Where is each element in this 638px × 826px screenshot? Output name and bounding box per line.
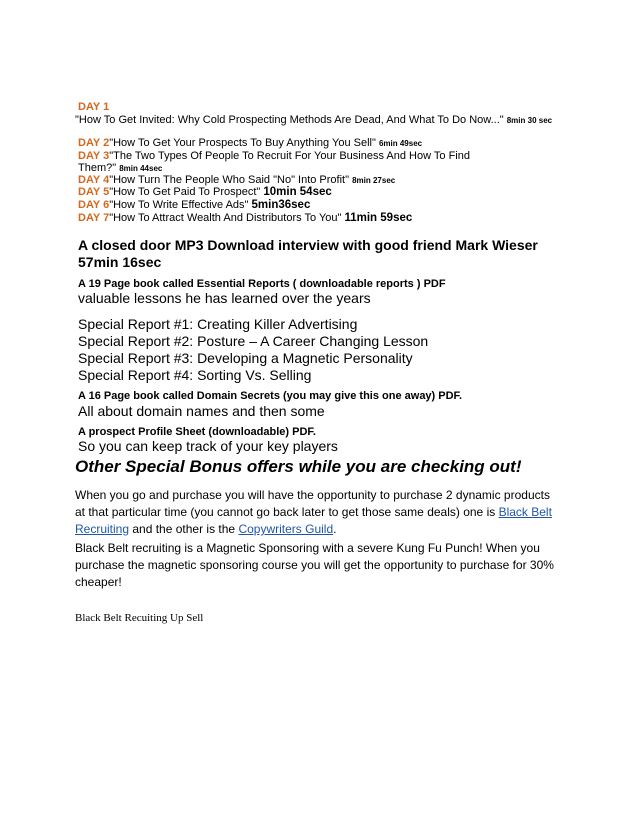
bonus-p1-text-a: When you go and purchase you will have the opportunity to purchase 2 dynamic products at that particular time (you cannot go back later to get those same deals) one is — [75, 488, 550, 519]
day2-title: "How To Get Your Prospects To Buy Anything You Sell" — [109, 137, 376, 149]
day2-line — [78, 137, 422, 149]
day2-duration: 6min 49sec — [378, 139, 423, 148]
day3-title-cont: Them?" — [78, 162, 117, 174]
interview-duration: 57min 16sec — [78, 254, 162, 270]
footer-caption: Black Belt Recuiting Up Sell — [75, 612, 204, 624]
essential-sub: valuable lessons he has learned over the years — [78, 290, 371, 306]
day1-label: DAY 1 — [78, 101, 110, 113]
day3-line — [78, 150, 470, 162]
day1-duration: 8min 30 sec — [506, 116, 553, 125]
day2-label: DAY 2 — [78, 137, 110, 149]
special-report-4: Special Report #4: Sorting Vs. Selling — [78, 367, 312, 383]
day4-duration: 8min 27sec — [352, 176, 396, 185]
day4-title: "How Turn The People Who Said "No" Into Profit" — [109, 174, 350, 186]
special-report-2: Special Report #2: Posture – A Career Changing Lesson — [78, 333, 429, 349]
profile-heading: A prospect Profile Sheet (downloadable) PDF. — [78, 426, 316, 438]
day1-line — [75, 114, 552, 126]
bonus-paragraph-2: Black Belt recruiting is a Magnetic Sponsoring with a severe Kung Fu Punch! When you purchase the magnetic sponsoring course you will get the opportunity to purchase for 30% cheaper! — [75, 541, 554, 589]
day7-line — [78, 212, 412, 224]
day5-label: DAY 5 — [78, 186, 110, 198]
day5-duration: 10min 54sec — [263, 186, 332, 198]
profile-sub: So you can keep track of your key players — [78, 438, 338, 454]
bonus-p1-text-b: and the other is the — [129, 522, 239, 536]
interview-title: A closed door MP3 Download interview with good friend Mark Wieser — [78, 237, 538, 253]
domain-heading: A 16 Page book called Domain Secrets (you may give this one away) PDF. — [78, 390, 463, 402]
special-report-3: Special Report #3: Developing a Magnetic Personality — [78, 350, 413, 366]
day1-title: "How To Get Invited: Why Cold Prospecting Methods Are Dead, And What To Do Now..." — [75, 114, 504, 126]
black-belt-recruiting-link[interactable]: Black Belt Recruiting — [75, 505, 552, 536]
day6-line — [78, 199, 310, 211]
copywriters-guild-link[interactable]: Copywriters Guild — [238, 522, 334, 536]
day5-title: "How To Get Paid To Prospect" — [109, 186, 261, 198]
day3-label: DAY 3 — [78, 150, 110, 162]
day6-label: DAY 6 — [78, 199, 110, 211]
day6-title: "How To Write Effective Ads" — [109, 199, 249, 211]
day6-duration: 5min36sec — [251, 199, 311, 211]
day7-duration: 11min 59sec — [344, 212, 413, 224]
bonus-heading: Other Special Bonus offers while you are checking out! — [75, 457, 522, 476]
day3-title: "The Two Types Of People To Recruit For Your Business And How To Find — [109, 150, 470, 162]
day3-line2 — [78, 162, 162, 174]
day4-line — [78, 174, 395, 186]
day5-line — [78, 186, 332, 198]
bonus-p1-text-c: . — [333, 522, 337, 536]
day3-duration: 8min 44sec — [119, 164, 163, 173]
day7-title: "How To Attract Wealth And Distributors To You" — [109, 212, 342, 224]
day4-label: DAY 4 — [78, 174, 110, 186]
domain-sub: All about domain names and then some — [78, 403, 325, 419]
bonus-paragraph-1 — [75, 487, 557, 538]
essential-heading: A 19 Page book called Essential Reports ( downloadable reports ) PDF — [78, 278, 446, 290]
special-report-1: Special Report #1: Creating Killer Advertising — [78, 316, 358, 332]
day7-label: DAY 7 — [78, 212, 110, 224]
